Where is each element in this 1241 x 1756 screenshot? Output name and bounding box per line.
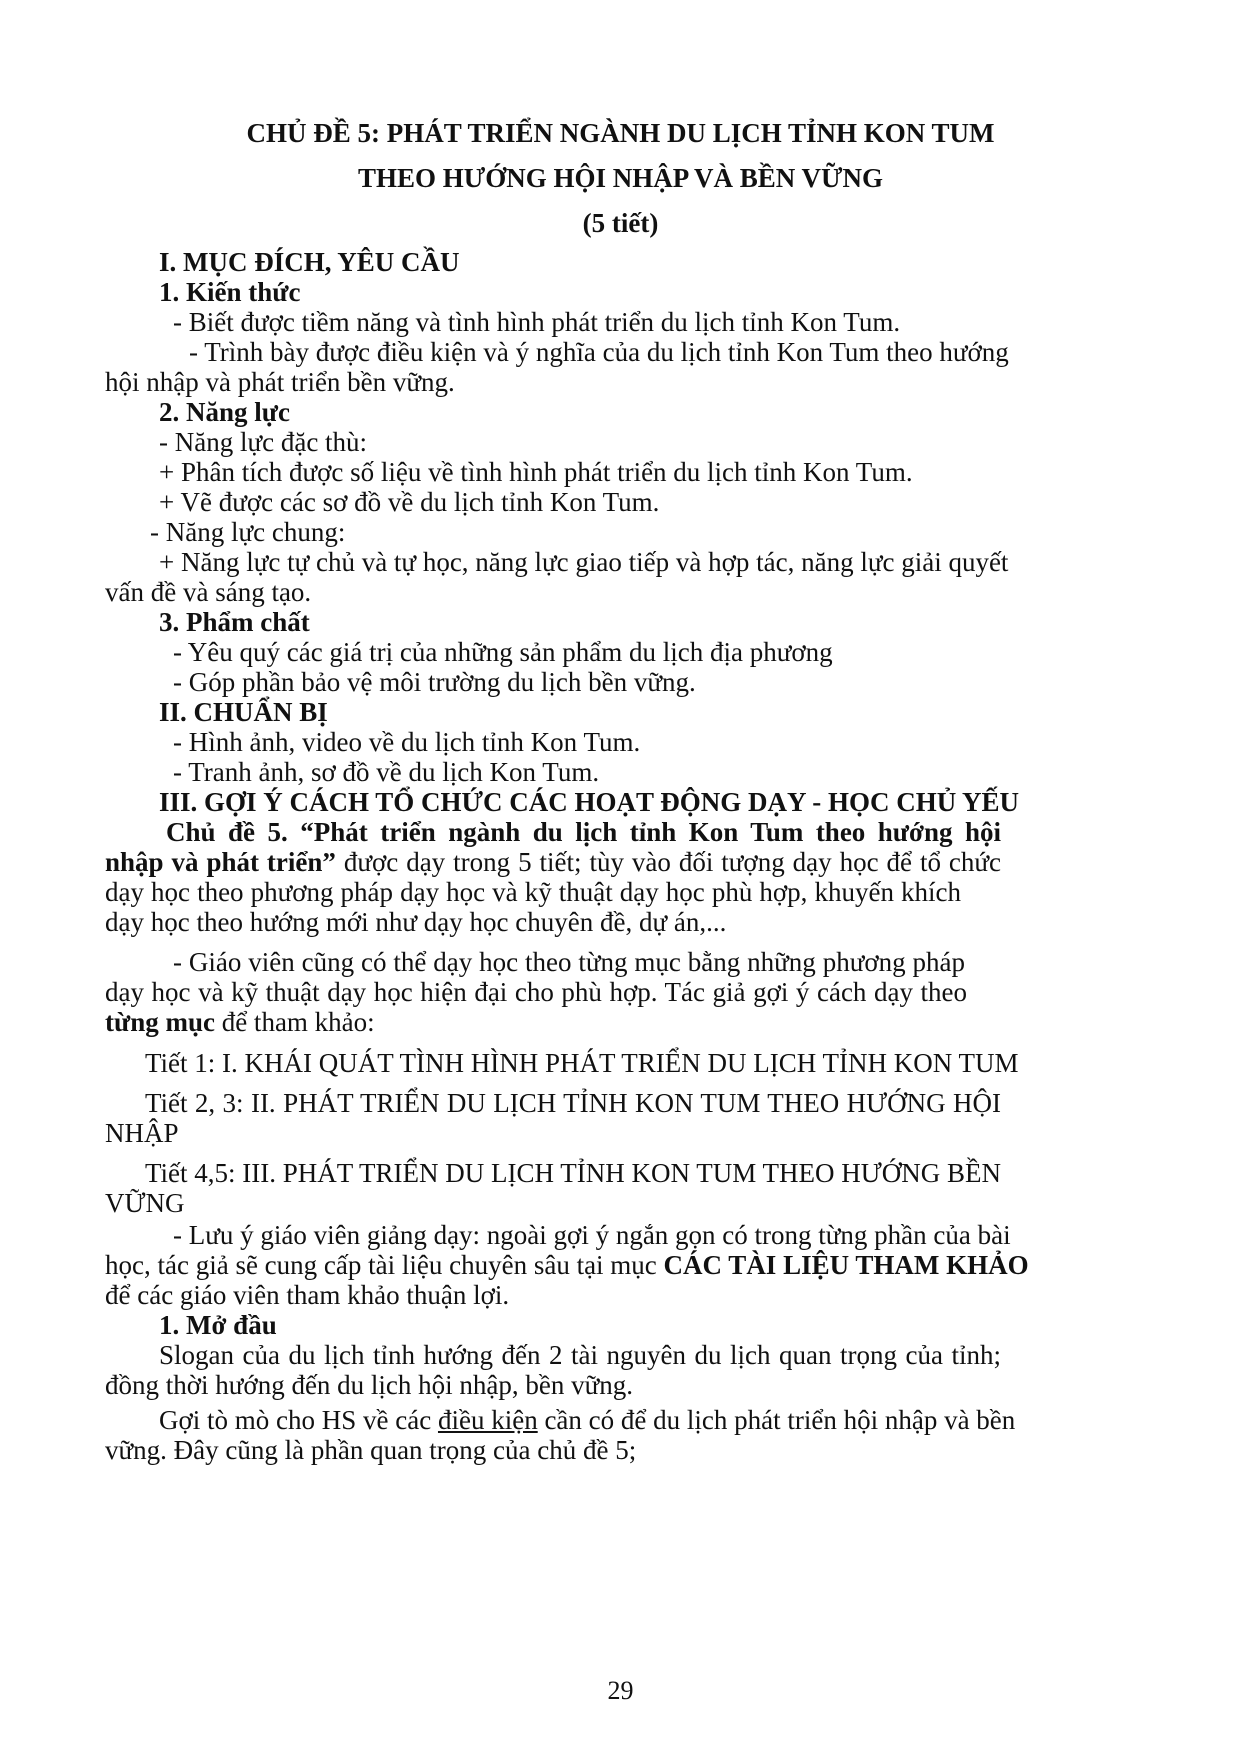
opening-p2-text-a: Gợi tò mò cho HS về các	[159, 1405, 438, 1435]
note-line-2-text: học, tác giả sẽ cung cấp tài liệu chuyên sâu tại mục	[105, 1250, 664, 1280]
teacher-line-3	[105, 1006, 375, 1038]
intro-bold-phrase: nhập và phát triển”	[105, 847, 336, 877]
teacher-line-2: dạy học và kỹ thuật dạy học hiện đại cho phù hợp. Tác giả gợi ý cách dạy theo	[105, 977, 967, 1007]
lesson-2-line2: NHẬP	[105, 1118, 179, 1148]
lesson-2-line1: Tiết 2, 3: II. PHÁT TRIỂN DU LỊCH TỈNH KON TUM THEO HƯỚNG HỘI	[145, 1088, 1001, 1118]
intro-line-2	[105, 846, 1001, 878]
teacher-bold-phrase: từng mục	[105, 1007, 215, 1037]
note-line-3: để các giáo viên tham khảo thuận lợi.	[105, 1280, 510, 1310]
quality-item-2: - Góp phần bảo vệ môi trường du lịch bền vững.	[173, 667, 696, 697]
opening-p2-line1	[159, 1404, 1016, 1436]
intro-line-4: dạy học theo hướng mới như dạy học chuyên đề, dự án,...	[105, 907, 727, 937]
topic-duration: (5 tiết)	[582, 208, 659, 238]
topic-title-line1: CHỦ ĐỀ 5: PHÁT TRIỂN NGÀNH DU LỊCH TỈNH KON TUM	[246, 118, 995, 148]
competence-specific-1: + Phân tích được số liệu về tình hình phát triển du lịch tỉnh Kon Tum.	[159, 457, 913, 487]
topic-title-line2: THEO HƯỚNG HỘI NHẬP VÀ BỀN VỮNG	[357, 163, 884, 193]
opening-p1-line2: đồng thời hướng đến du lịch hội nhập, bền vững.	[105, 1370, 634, 1400]
prep-item-2: - Tranh ảnh, sơ đồ về du lịch Kon Tum.	[173, 757, 600, 787]
lesson-3-line2: VỮNG	[105, 1188, 185, 1218]
competence-general-1-line2: vấn đề và sáng tạo.	[105, 577, 312, 607]
note-line-2	[105, 1249, 1029, 1281]
opening-p2-line2: vững. Đây cũng là phần quan trọng của chủ đề 5;	[105, 1435, 637, 1465]
competence-specific: - Năng lực đặc thù:	[159, 427, 368, 457]
page-number: 29	[607, 1676, 634, 1705]
competence-specific-2: + Vẽ được các sơ đồ về du lịch tỉnh Kon Tum.	[159, 487, 660, 517]
knowledge-item-2-line2: hội nhập và phát triển bền vững.	[105, 367, 455, 397]
competence-general: - Năng lực chung:	[150, 517, 346, 547]
competence-general-1-line1: + Năng lực tự chủ và tự học, năng lực giao tiếp và hợp tác, năng lực giải quyết	[159, 547, 1009, 577]
prep-item-1: - Hình ảnh, video về du lịch tỉnh Kon Tum.	[173, 727, 641, 757]
opening-heading: 1. Mở đầu	[159, 1310, 277, 1340]
intro-line-1: Chủ đề 5. “Phát triển ngành du lịch tỉnh Kon Tum theo hướng hội	[166, 817, 1001, 847]
lesson-3-line1: Tiết 4,5: III. PHÁT TRIỂN DU LỊCH TỈNH KON TUM THEO HƯỚNG BỀN	[145, 1158, 1001, 1188]
knowledge-item-2-line1: - Trình bày được điều kiện và ý nghĩa của du lịch tỉnh Kon Tum theo hướng	[189, 337, 1009, 367]
section2-heading: II. CHUẨN BỊ	[159, 697, 328, 727]
knowledge-heading: 1. Kiến thức	[159, 277, 301, 307]
section3-heading: III. GỢI Ý CÁCH TỔ CHỨC CÁC HOẠT ĐỘNG DẠY - HỌC CHỦ YẾU	[159, 787, 1020, 817]
teacher-line-1: - Giáo viên cũng có thể dạy học theo từng mục bằng những phương pháp	[173, 947, 965, 977]
knowledge-item-1: - Biết được tiềm năng và tình hình phát triển du lịch tỉnh Kon Tum.	[173, 307, 901, 337]
opening-p2-text-b: cần có để du lịch phát triển hội nhập và bền	[537, 1405, 1016, 1435]
lesson-1: Tiết 1: I. KHÁI QUÁT TÌNH HÌNH PHÁT TRIỂN DU LỊCH TỈNH KON TUM	[145, 1048, 1019, 1078]
opening-p1-line1: Slogan của du lịch tỉnh hướng đến 2 tài nguyên du lịch quan trọng của tỉnh;	[159, 1340, 1001, 1370]
section1-heading: I. MỤC ĐÍCH, YÊU CẦU	[159, 247, 460, 277]
intro-line-3: dạy học theo phương pháp dạy học và kỹ thuật dạy học phù hợp, khuyến khích	[105, 877, 961, 907]
teacher-line-3-text: để tham khảo:	[214, 1007, 375, 1037]
note-line-1: - Lưu ý giáo viên giảng dạy: ngoài gợi ý ngắn gọn có trong từng phần của bài	[173, 1220, 1011, 1250]
competence-heading: 2. Năng lực	[159, 397, 290, 427]
quality-item-1: - Yêu quý các giá trị của những sản phẩm du lịch địa phương	[173, 637, 833, 667]
references-title: CÁC TÀI LIỆU THAM KHẢO	[663, 1250, 1029, 1280]
intro-line-2-text: được dạy trong 5 tiết; tùy vào đối tượng dạy học để tổ chức	[335, 847, 1001, 877]
quality-heading: 3. Phẩm chất	[159, 607, 310, 637]
conditions-underlined: điều kiện	[437, 1405, 538, 1435]
